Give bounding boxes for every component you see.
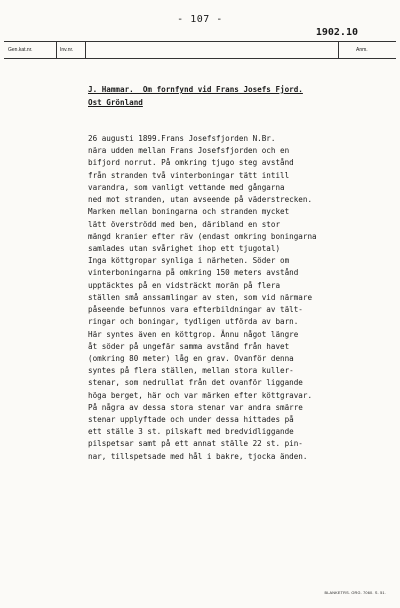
- column-divider: [85, 42, 86, 58]
- catalog-header-row: [4, 41, 396, 59]
- text-line: Marken mellan boningarna och stranden mycket: [88, 207, 290, 217]
- document-heading: [88, 84, 358, 109]
- text-line: bifjord norrut. På omkring tjugo steg avstånd: [88, 158, 294, 168]
- column-divider: [338, 42, 339, 58]
- reference-number: 1902.10: [315, 27, 358, 38]
- text-line: pilspetsar samt på ett annat ställe 22 st. pin-: [88, 439, 303, 449]
- text-line: varandra, som vanligt vettande med gångarna: [88, 182, 285, 192]
- column-divider: [56, 42, 57, 58]
- column-inv-nr: Inv.nr.: [60, 47, 74, 53]
- text-line: syntes på flera ställen, mellan stora kuller-: [88, 366, 294, 376]
- text-line: samlades utan svårighet ihop ett tjugotal): [88, 243, 281, 253]
- text-line: påseende befunnos vara efterbildningar av tält-: [88, 305, 303, 315]
- form-footer-mark: BLANKETRS. ORG. 7060. S. 51.: [324, 591, 386, 595]
- text-line: nära udden mellan Frans Josefsfjorden och en: [88, 146, 290, 156]
- text-line: ringar och boningar, tydligen utförda av barn.: [88, 317, 299, 327]
- text-line: 26 augusti 1899.Frans Josefsfjorden N.Br.: [88, 134, 276, 143]
- page-number: - 107 -: [177, 14, 223, 25]
- text-line: ställen små anssamlingar av sten, som vid närmare: [88, 292, 313, 302]
- text-line: åt söder på ungefär samma avstånd från havet: [88, 341, 290, 351]
- text-line: upptäcktes på en vidsträckt morän på flera: [88, 280, 281, 290]
- text-line: ett ställe 3 st. pilskaft med bredvidliggande: [88, 427, 294, 437]
- column-gen-kat-nr: Gen.kat.nr.: [8, 47, 33, 53]
- body-text: [88, 133, 358, 463]
- text-line: från stranden två vinterboningar tätt intill: [88, 170, 290, 180]
- text-line: stenar upplyftade och under dessa hittades på: [88, 415, 294, 425]
- text-line: ned mot stranden, utan avseende på väderstrecken.: [88, 195, 313, 205]
- text-line: På några av dessa stora stenar var andra smärre: [88, 402, 303, 412]
- heading-line: Ost Grönland: [88, 97, 143, 107]
- text-line: stenar, som nedrullat från det ovanför liggande: [88, 378, 303, 388]
- text-line: Här syntes även en köttgrop. Ännu något längre: [88, 329, 299, 339]
- column-anm: Anm.: [356, 47, 368, 53]
- text-line: höga berget, här och var märken efter köttgravar.: [88, 390, 313, 400]
- text-line: lätt överströdd med ben, däribland en stor: [88, 219, 281, 229]
- text-line: (omkring 80 meter) låg en grav. Ovanför denna: [88, 353, 294, 363]
- heading-line: J. Hammar. Om fornfynd vid Frans Josefs Fjord.: [88, 85, 303, 94]
- text-line: vinterboningarna på omkring 150 meters avstånd: [88, 268, 299, 278]
- text-line: nar, tillspetsade med hål i bakre, tjocka änden.: [88, 451, 308, 461]
- text-line: Inga köttgropar synliga i närheten. Söder om: [88, 256, 290, 266]
- text-line: mängd kranier efter räv (endast omkring boningarna: [88, 231, 317, 241]
